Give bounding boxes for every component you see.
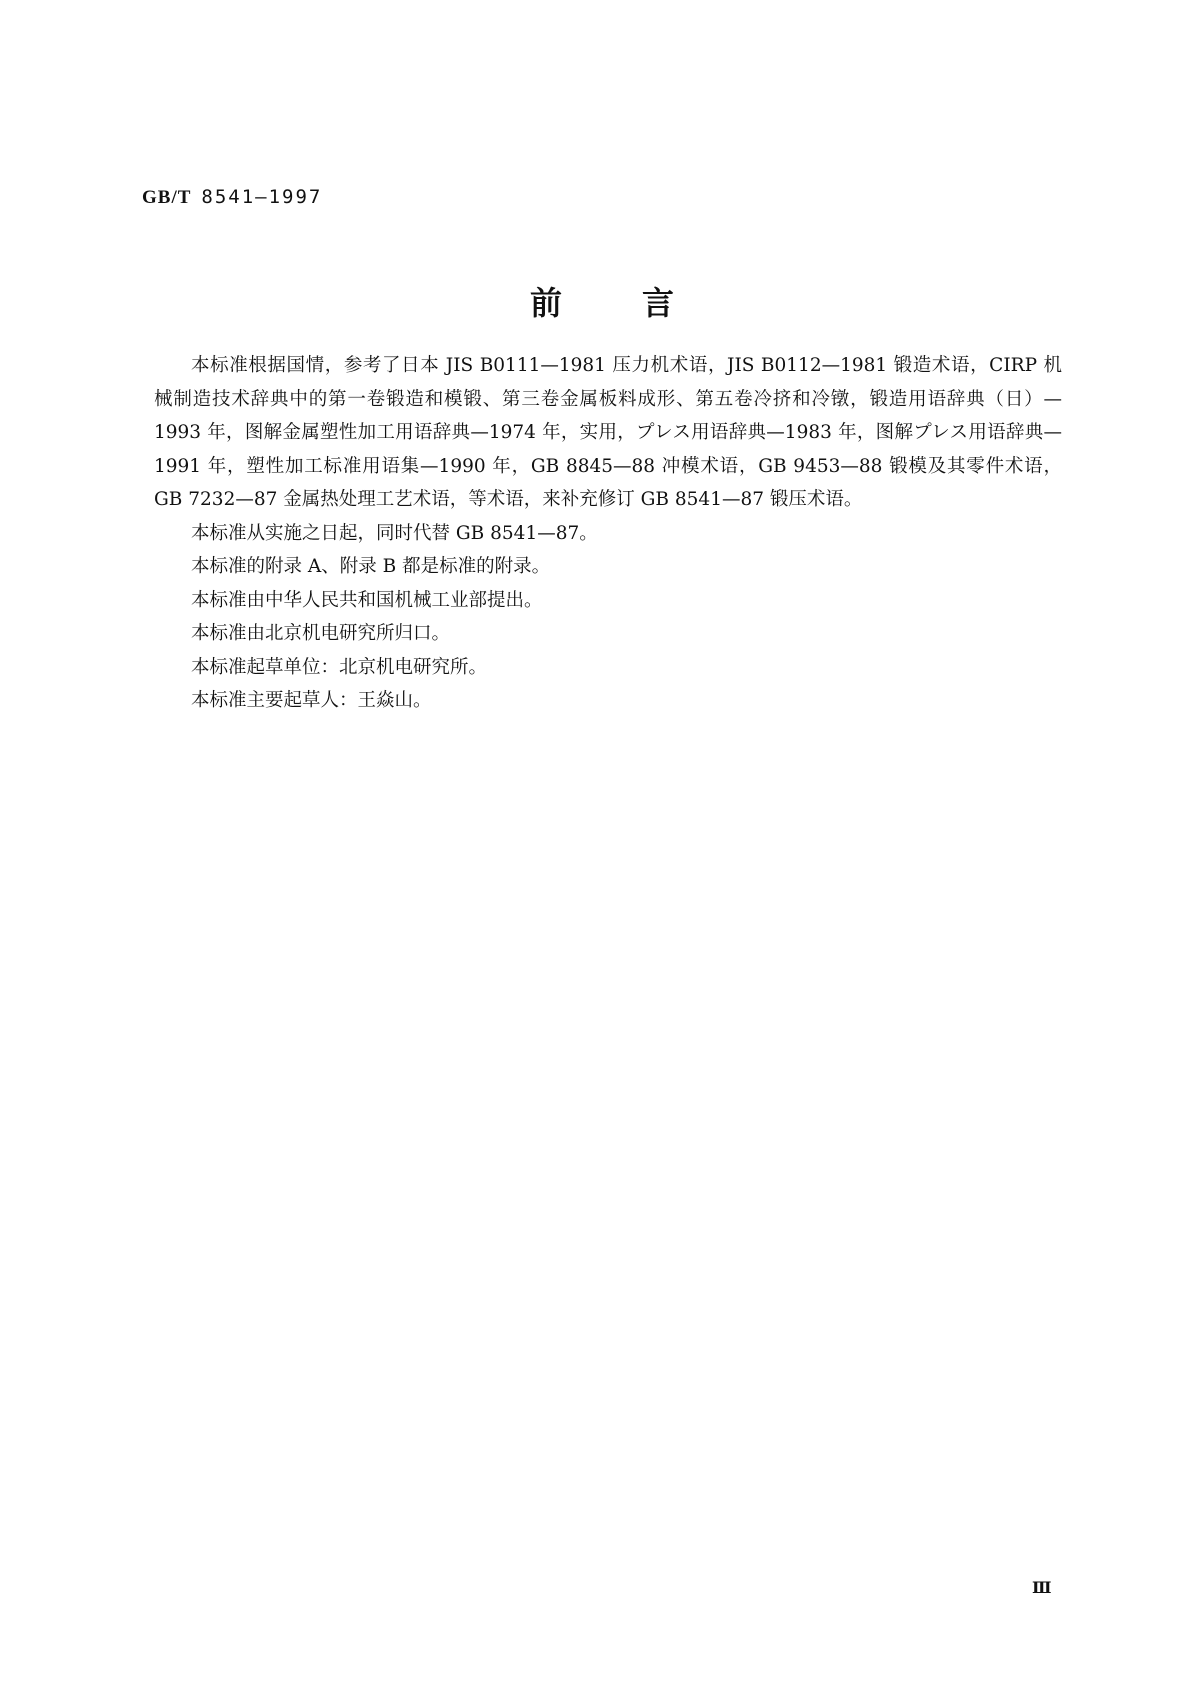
standard-prefix: GB/T (142, 187, 192, 208)
paragraph: 本标准从实施之日起，同时代替 GB 8541—87。 (191, 522, 598, 544)
standard-number: 8541—1997 (201, 186, 323, 208)
page-title: 前言 (530, 284, 755, 322)
paragraph: 本标准起草单位：北京机电研究所。 (191, 656, 488, 678)
paragraph: 本标准根据国情，参考了日本 JIS B0111—1981 压力机术语，JIS B0112—1981 锻造术语，CIRP 机械制造技术辞典中的第一卷锻造和模锻、第三卷金属板料成形、第五卷冷挤和冷镦，锻造用语辞典（日）—1993 年，图解金属塑性加工用语辞典—1974 年，实用，プレス用语辞典—1983 年，图解プレス用语辞典—1991 年，塑性加工标准用语集—1990 年，GB 8845—88 冲模术语，GB 9453—88 锻模及其零件术语，GB 7232—87 金属热处理工艺术语，等术语，来补充修订 GB 8541—87 锻压术语。 (154, 355, 1062, 510)
paragraph: 本标准的附录 A、附录 B 都是标准的附录。 (191, 556, 551, 577)
standard-header (142, 186, 322, 209)
page-number: Ⅲ (1032, 1580, 1052, 1597)
foreword-body (154, 349, 1062, 718)
paragraph: 本标准由中华人民共和国机械工业部提出。 (191, 589, 543, 611)
paragraph: 本标准主要起草人：王焱山。 (191, 690, 432, 711)
paragraph: 本标准由北京机电研究所归口。 (191, 623, 451, 644)
